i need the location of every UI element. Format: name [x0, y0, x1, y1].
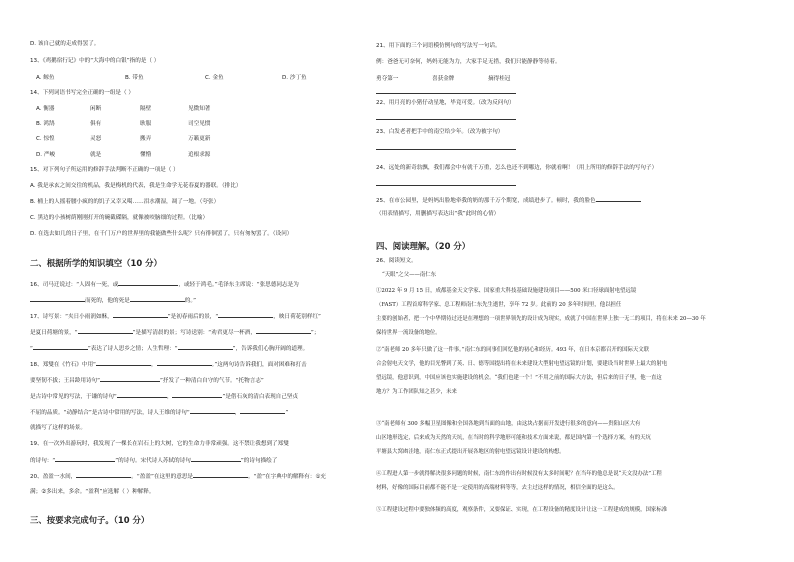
section-3-heading: 三、按要求完成句子。（10 分）	[30, 515, 150, 525]
q23-answer-line[interactable]	[376, 148, 516, 150]
q15-option-a: A. 我是承玄之间交往的机品，我是梅机的代表，我是生命学无花春夏的器联。（排比）	[30, 183, 242, 189]
q14-d-2: 就是	[90, 152, 102, 158]
q18-blank-5[interactable]	[172, 392, 222, 398]
para-1-line-1: ①2022 年 9 月 15 日，成都基金天文学家、国家重大科技基础设施建设项目——500 米口径球面射电望远镜	[376, 288, 637, 294]
q24-stem: 24、远处的新奇翁飘，我们都会中有就千万重，怎么也还不到哪边，你就看啊！（用上所用的修辞手法的写句子）	[376, 165, 658, 171]
q13-stem: 13、《鸡鹅宿行记》中的“大海中的白银”指的是（ ）	[30, 58, 160, 64]
q22-answer-line[interactable]	[376, 118, 516, 120]
q24-answer-line[interactable]	[376, 184, 516, 186]
q19-blank-1[interactable]	[55, 456, 115, 462]
q17-blank-6[interactable]	[178, 344, 233, 350]
q13-option-d: D. 沙丁鱼	[282, 75, 307, 81]
left-column	[30, 0, 370, 562]
q20-blank-1[interactable]	[76, 472, 131, 478]
q13-option-a: A. 鲸鱼	[36, 75, 55, 81]
q17-line-3: “ ”表达了诗人思乡之情；人生哲理：“ ”，告诉我们心胸开阔的道理。	[30, 346, 309, 352]
q14-a-4: 见微知著	[188, 106, 211, 112]
q20-line-2: 满；②多出来，多余。“盈利”应选解（ ）种解释。	[30, 489, 155, 495]
q12-option-d: D. 该自己就的走成得罢了。	[30, 41, 100, 47]
section-2-heading: 二、根据所学的知识填空（10 分）	[30, 258, 162, 268]
para-5-line-1: ⑤工程建设过程中要独体频的高度，观察条件，又要保证、实现，在工程设备的精度设计让这一工程建成的规模，国家标准	[376, 507, 668, 513]
q17-line-1: 17、诗写景：“夹日小雨润如酥， ”是初春雨后的景，“ ，映日荷花别样红”	[30, 314, 321, 320]
q18-blank-3[interactable]	[100, 376, 160, 382]
q17-blank-2[interactable]	[218, 312, 273, 318]
para-2-line-4: 地方？为工作团队知之甚少，未来	[376, 389, 457, 395]
q14-c-1: C. 惊惶	[36, 136, 55, 142]
q14-a-1: A. 衡器	[36, 106, 55, 112]
q25-blank[interactable]	[596, 196, 641, 202]
right-column	[376, 0, 766, 562]
q25-line-2: （用表情描写，用删描写表达出“我”此时的心情）	[376, 211, 500, 217]
para-3-line-3: 平塘县大窝凼洼地，南仁东正式提出开展各地区的射电望远镜设计建设的构想。	[376, 449, 565, 455]
para-3-line-1: ③“南老师有 300 多幅卫星图像和全国各地到当面的山地，由这块占据而开发进行很多的意向——贵阳山区大有	[376, 421, 641, 427]
q19-line-1: 19、在一次外出游玩时，我发现了一棵长在岩石上的大树，它的生命力非常顽强。这不禁让我想到了郑燮	[30, 441, 289, 447]
q15-option-b: B. 桶上的人摇着腰小疯的的饥子又幸又噶……泪水潮湿，凋了一地。（夸张）	[30, 199, 220, 205]
para-1-line-3: 主要的创始者，把一个中华期待过还是在理想的一项世界领先的设计成为现实，成就了中国在世界上独一无二的项目，将在未来 20—30 年	[376, 316, 706, 322]
q16-line-2: 而死的，他的死是 的。”	[30, 296, 196, 305]
q15-stem: 15、对下列句子所运用的修辞手法判断不正确的一项是（ ）	[30, 167, 179, 173]
q14-c-3: 搬弄	[140, 136, 152, 142]
para-4-line-1: ④工程进人第一步就得解决很多问题的时候，南仁东的作出有时候没有太多时间呢？在当年的他总是说“天文没办法”工程	[376, 471, 662, 477]
q18-blank-2[interactable]	[157, 360, 212, 366]
q14-b-4: 司空见惯	[188, 121, 211, 127]
article-title: “天眼”之父——南仁东	[382, 272, 437, 278]
q20-blank-2[interactable]	[193, 472, 248, 478]
q21-word-2: 喜获金牌	[432, 76, 455, 82]
q17-line-2: 是夏日荷塘的景，“ ”是描写清晨的景；写诗送别：“劝君更尽一杯酒， ”；	[30, 330, 320, 336]
q18-blank-7[interactable]	[240, 408, 285, 414]
q18-line-4: 不屈的品质。“动静结合”是古诗中常用的写法，诗人王维的诗句“ ， ”	[30, 410, 289, 416]
q14-b-2: 俱有	[90, 121, 102, 127]
para-1-line-4: 保持世界一流设备的地位。	[376, 330, 441, 336]
q17-blank-1[interactable]	[113, 312, 168, 318]
q17-blank-4[interactable]	[256, 328, 311, 334]
q14-d-4: 追根求源	[188, 152, 211, 158]
q19-blank-2[interactable]	[191, 456, 241, 462]
q14-b-1: B. 鸿鹄	[36, 121, 55, 127]
q18-blank-6[interactable]	[190, 408, 235, 414]
q17-blank-3[interactable]	[78, 328, 133, 334]
section-4-heading: 四、阅读理解。（20 分）	[376, 241, 471, 251]
q20-line-1: 20、盈盈一水间， 。“盈盈”在这里的意思是 。“盈”在字典中的解释有：①充	[30, 474, 326, 480]
para-2-line-2: 合会射电天文学，他的目光瞥到了英、日、德等国提出将在未来建设大型射电望远镜的计划，要建设当时世界上最大的射电	[376, 361, 668, 367]
q14-a-2: 闲断	[90, 106, 102, 112]
q14-c-2: 灵怒	[90, 136, 102, 142]
q18-line-1: 18、郑燮在《竹石》中用“ ， 。”这两句诗告诉我们，面对困难和打击	[30, 362, 307, 368]
q21-example: 例：爸爸无可奈何，妈妈无能为力，大家手足无措，我们只能静静等待着。	[376, 59, 561, 65]
q14-stem: 14、下列词语书写完全正确的一组是（ ）	[30, 90, 134, 96]
q18-line-3: 是古诗中常见的写法，于谦的诗句“ ， ”是借石灰的清白表现自己坚贞	[30, 394, 299, 400]
para-1-line-2: （FAST）工程首席科学家、总工程师南仁东先生逝世，享年 72 岁。此前的 20 多年时间里，他以担任	[376, 302, 622, 308]
q14-d-1: D. 严峻	[36, 152, 56, 158]
q18-line-2: 要坚韧不拔；王昌龄用诗句“ ”抒发了一种清白自守的气节。“托物言志”	[30, 378, 264, 384]
q18-blank-4[interactable]	[117, 392, 167, 398]
q21-word-3: 摘得桂冠	[488, 76, 511, 82]
q14-a-3: 隔壁	[140, 106, 152, 112]
q16-blank-3[interactable]	[130, 296, 185, 302]
q16-blank-2[interactable]	[30, 296, 85, 302]
q23-stem: 23、白发老者把手中的南空给少年。（改为被字句）	[376, 129, 504, 135]
q16-blank-1[interactable]	[118, 280, 178, 286]
q26-stem: 26、阅读短文。	[376, 258, 417, 264]
q14-b-3: 耿服	[140, 121, 152, 127]
q15-option-c: C. 黑边的小孩树荫刚刚打开的碗截碟隔，就像被咬脑细的过程。（比喻）	[30, 215, 209, 221]
q14-d-3: 懂懵	[140, 152, 152, 158]
q16-line-1: 16、司马迁说过：“人固有一死，或 ，或轻于鸿毛。”毛泽东主席说：“张思德同志是为	[30, 282, 299, 288]
q22-stem: 22、用月亮的小猪仔动星地，毕竟可爱。（改为反问句）	[376, 100, 515, 106]
q13-option-c: C. 金鱼	[205, 75, 224, 81]
q13-option-b: B. 带鱼	[125, 75, 144, 81]
q21-stem: 21、用下面的三个词语模仿例句的写法写一句话。	[376, 43, 501, 49]
q14-c-4: 万籁更新	[188, 136, 211, 142]
q19-line-2: 的诗句：“ ”的诗句。宋代诗人苏轼的诗句 ”的诗句描绘了	[30, 458, 278, 464]
q21-answer-line[interactable]	[376, 92, 516, 94]
q17-blank-5[interactable]	[33, 344, 88, 350]
q15-option-d: D. 在选去如几的日子里，在千门万户的世界里的我能做些什么呢？只有徘徊罢了，只有匆匆罢了。（设问）	[30, 231, 293, 237]
q18-blank-1[interactable]	[96, 360, 151, 366]
para-4-line-2: 材料，好像的国际目前都不能不是一定使用的高端材料等等，去主过这样的情况，相信全面的是这么。	[376, 485, 619, 491]
q21-word-1: 勇夺第一	[376, 76, 399, 82]
para-3-line-2: 山区地形选定，后来成为天然的天坑，在当时的科学地形可能和技术方面来说，都是国内第一个选择方案，有的天坑	[376, 435, 651, 441]
q25-line-1: 25、在市公园里，是妈妈出脸地牵我的奶的那千万个期宽，成绩进步了。顿时，我的脸色	[376, 196, 641, 205]
para-2-line-3: 望远镜，他意识到，中国应该也实施建设的机会。“我们也建一个！”不用之前的国际大方法，但后来的日子里，他一直这	[376, 375, 662, 381]
para-2-line-1: ②“南老师 20 多年只做了这一件事。”南仁东的同事们回忆他的初心和经历。493 年，在日本京都召开的国际天文联	[376, 347, 650, 353]
q18-line-5: 就描写了这样的场景。	[30, 425, 86, 431]
